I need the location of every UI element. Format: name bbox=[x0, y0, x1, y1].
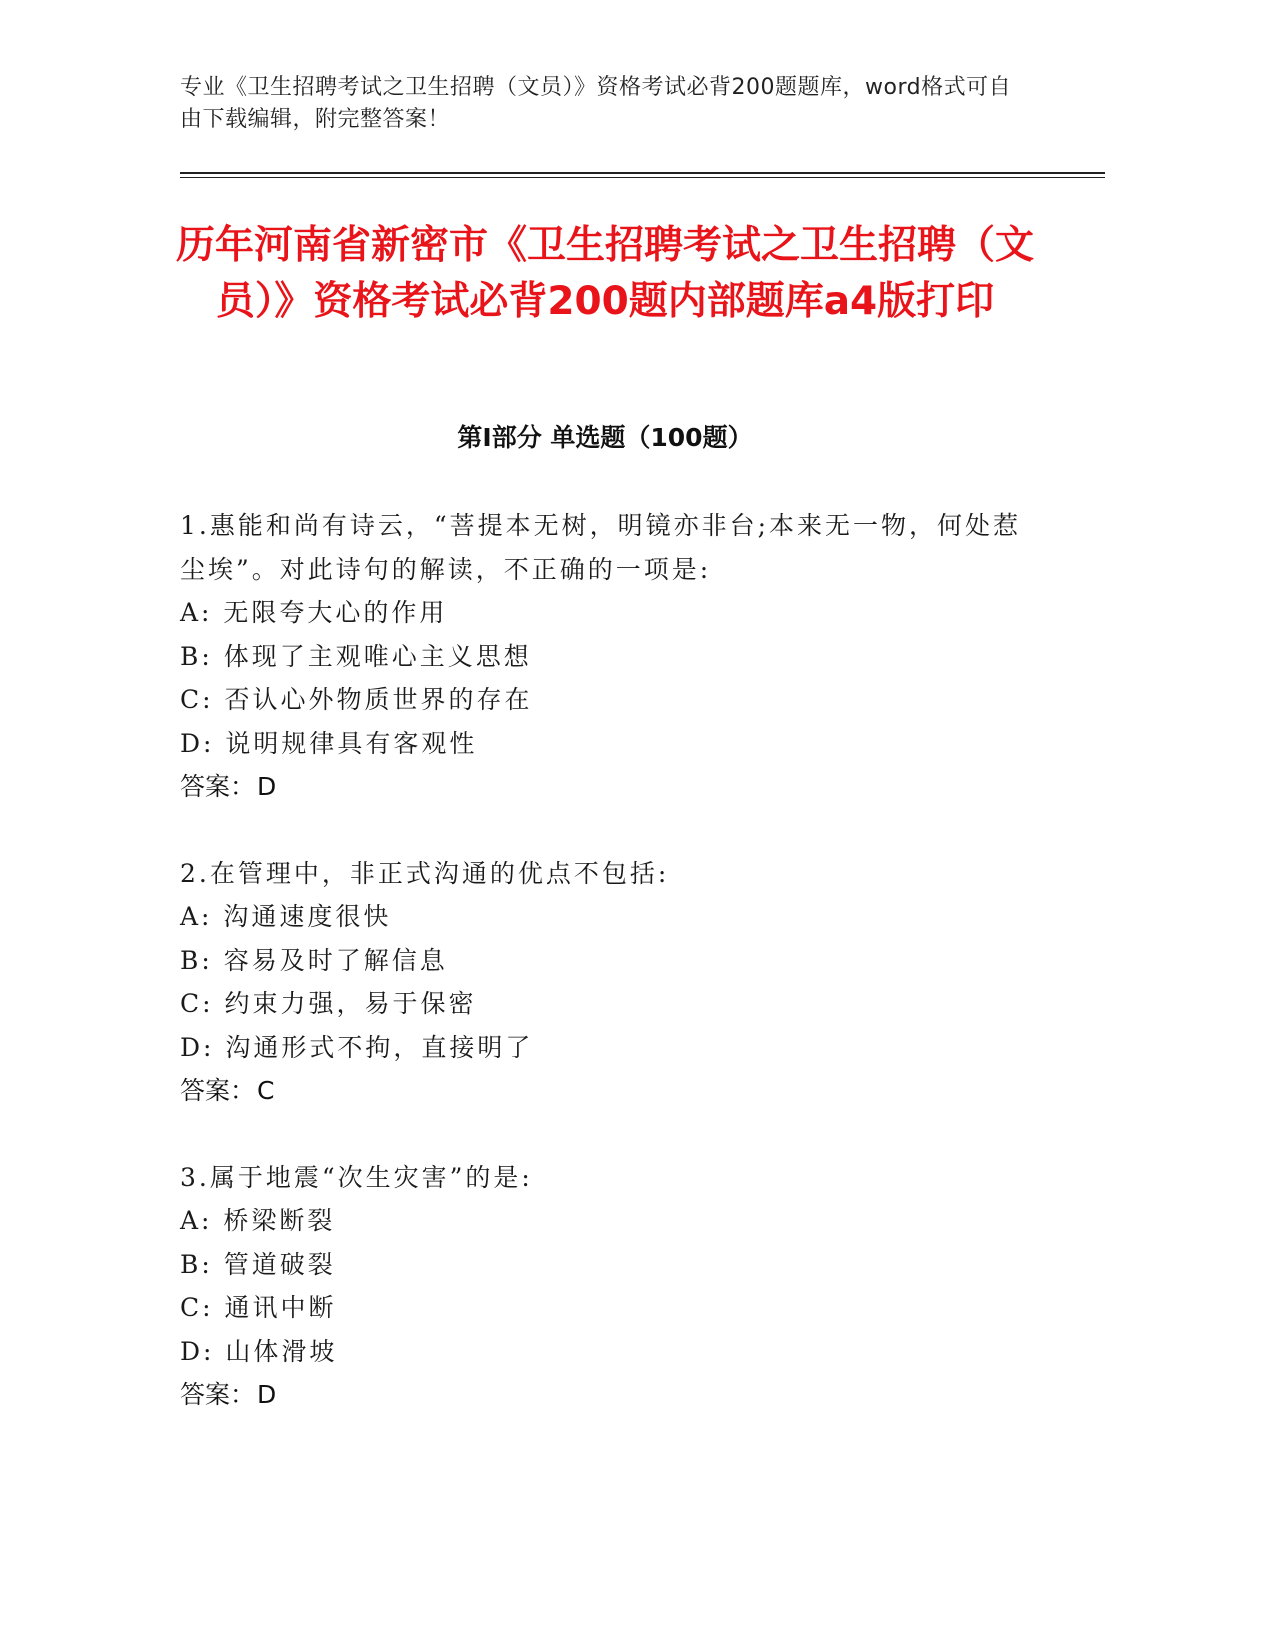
option-d: D: 说明规律具有客观性 bbox=[180, 728, 478, 758]
option-b: B: 管道破裂 bbox=[180, 1249, 336, 1279]
answer-line bbox=[180, 765, 1040, 809]
answer-value: D bbox=[257, 772, 277, 801]
option-d: D: 山体滑坡 bbox=[180, 1336, 338, 1366]
question-3 bbox=[180, 1156, 1040, 1417]
header-divider-thick bbox=[180, 172, 1105, 174]
option-a: A: 无限夸大心的作用 bbox=[180, 598, 448, 627]
question-list bbox=[180, 504, 1040, 1460]
document-title: 历年河南省新密市《卫生招聘考试之卫生招聘（文员）》资格考试必背200题内部题库a4版打印 bbox=[175, 223, 1034, 324]
answer-value: C bbox=[257, 1076, 275, 1105]
question-2 bbox=[180, 852, 1040, 1113]
question-stem: 2.在管理中，非正式沟通的优点不包括: bbox=[180, 858, 670, 888]
answer-line bbox=[180, 1373, 1040, 1417]
header-divider bbox=[180, 172, 1105, 179]
answer-label: 答案： bbox=[180, 1076, 256, 1105]
answer-value: D bbox=[257, 1380, 277, 1409]
answer-label: 答案： bbox=[180, 1380, 256, 1409]
option-a: A: 沟通速度很快 bbox=[180, 902, 392, 931]
header-note: 专业《卫生招聘考试之卫生招聘（文员）》资格考试必背200题题库，word格式可自由下载编辑，附完整答案！ bbox=[180, 75, 1012, 132]
option-b: B: 容易及时了解信息 bbox=[180, 945, 448, 975]
option-c: C: 通讯中断 bbox=[180, 1293, 337, 1322]
section-heading: 第Ⅰ部分 单选题（100题） bbox=[457, 423, 753, 452]
question-stem: 1.惠能和尚有诗云，“菩提本无树，明镜亦非台;本来无一物，何处惹尘埃”。对此诗句的解读，不正确的一项是: bbox=[180, 511, 1022, 584]
option-a: A: 桥梁断裂 bbox=[180, 1206, 336, 1235]
answer-line bbox=[180, 1069, 1040, 1113]
option-c: C: 否认心外物质世界的存在 bbox=[180, 685, 533, 714]
option-d: D: 沟通形式不拘，直接明了 bbox=[180, 1032, 534, 1062]
header-divider-thin bbox=[180, 177, 1105, 178]
question-1 bbox=[180, 504, 1040, 809]
answer-label: 答案： bbox=[180, 772, 256, 801]
question-stem: 3.属于地震“次生灾害”的是: bbox=[180, 1162, 533, 1192]
option-b: B: 体现了主观唯心主义思想 bbox=[180, 641, 532, 671]
option-c: C: 约束力强，易于保密 bbox=[180, 989, 477, 1018]
